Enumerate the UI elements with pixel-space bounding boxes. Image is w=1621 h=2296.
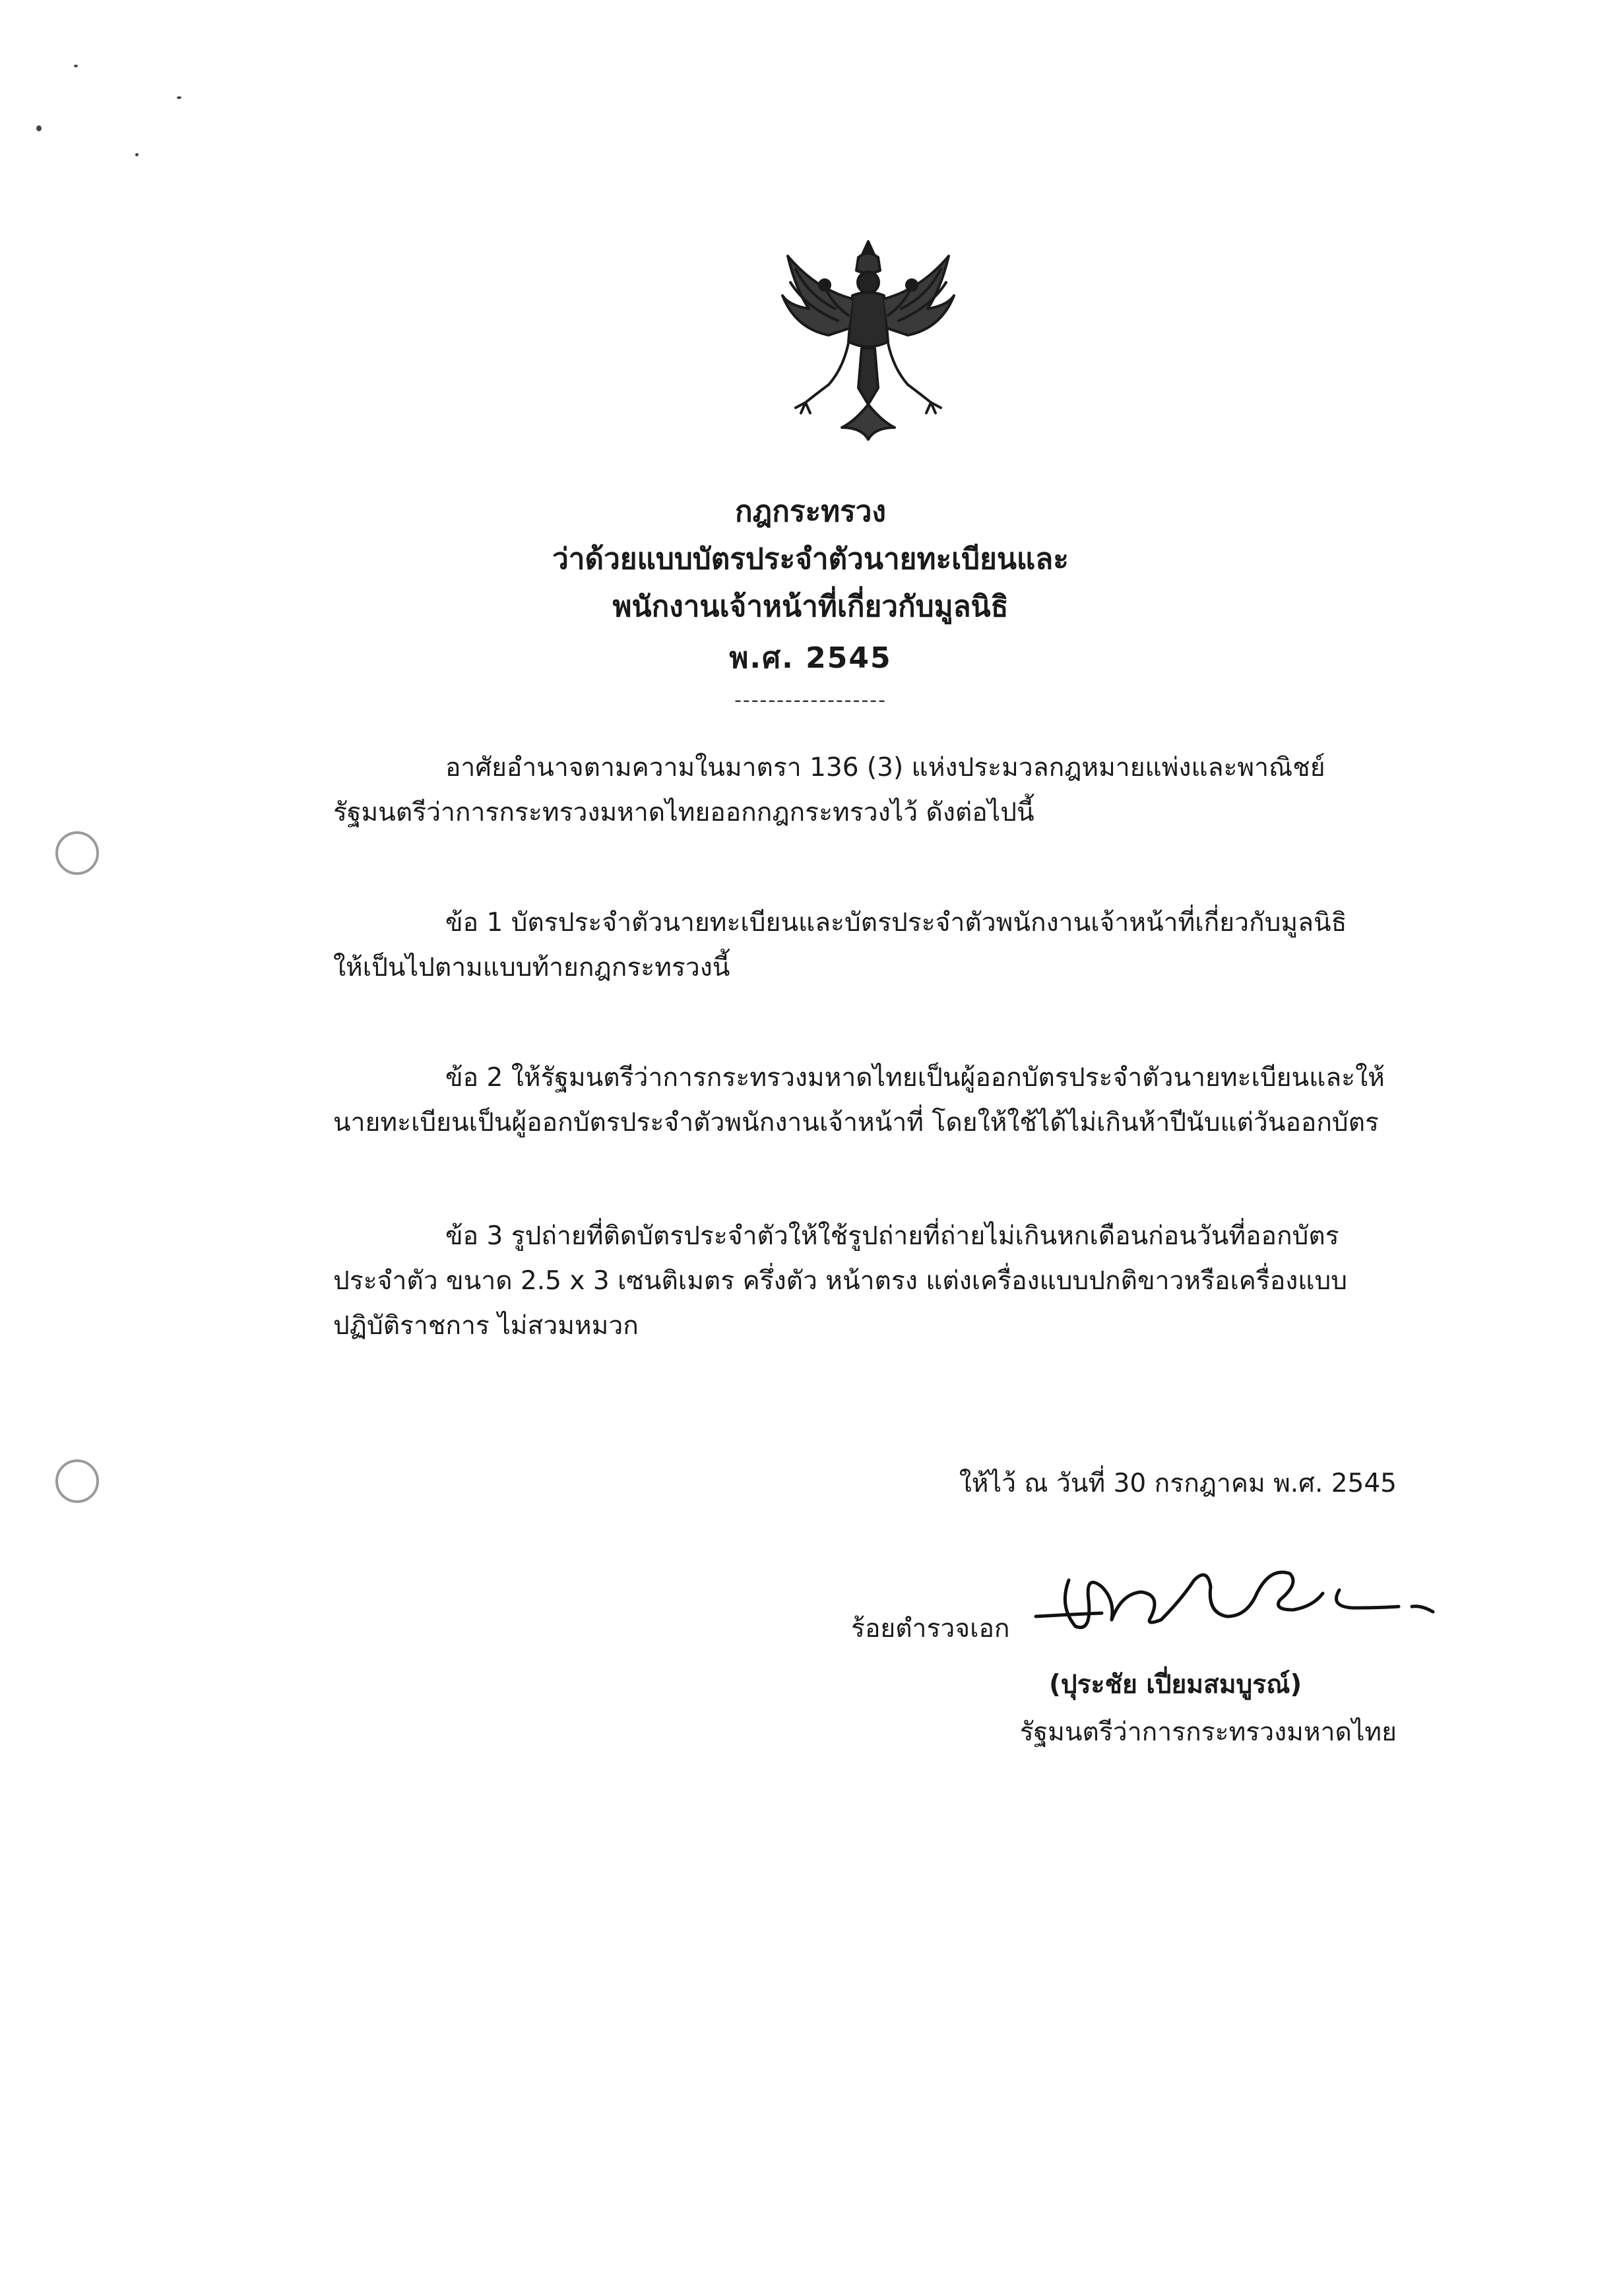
punch-hole-icon: [55, 831, 99, 875]
title-line-2: ว่าด้วยแบบบัตรประจำตัวนายทะเบียนและ: [552, 542, 1069, 576]
handwritten-signature: [1029, 1554, 1438, 1646]
garuda-emblem-icon: [769, 230, 967, 447]
clause-3-line-1: ข้อ 3 รูปถ่ายที่ติดบัตรประจำตัวให้ใช้รูปถ่ายที่ถ่ายไม่เกินหกเดือนก่อนวันที่ออกบัตร: [445, 1221, 1339, 1251]
clause-3-paragraph: [333, 1214, 1402, 1349]
signer-title: รัฐมนตรีว่าการกระทรวงมหาดไทย: [1019, 1717, 1397, 1747]
title-divider: ------------------: [734, 689, 887, 712]
title-line-1: กฎกระทรวง: [735, 495, 886, 528]
preamble-paragraph: [333, 746, 1402, 835]
issue-date-line: ให้ไว้ ณ วันที่ 30 กรกฎาคม พ.ศ. 2545: [959, 1469, 1397, 1498]
scan-speck: [135, 153, 139, 156]
scan-speck: [36, 125, 42, 131]
preamble-line-2: รัฐมนตรีว่าการกระทรวงมหาดไทยออกกฎกระทรวงไว้ ดังต่อไปนี้: [333, 798, 1034, 827]
clause-2-line-1: ข้อ 2 ให้รัฐมนตรีว่าการกระทรวงมหาดไทยเป็นผู้ออกบัตรประจำตัวนายทะเบียนและให้: [445, 1063, 1385, 1093]
scan-speck: [74, 65, 78, 67]
signer-rank: ร้อยตำรวจเอก: [851, 1614, 1010, 1643]
clause-2-line-2: นายทะเบียนเป็นผู้ออกบัตรประจำตัวพนักงานเจ้าหน้าที่ โดยให้ใช้ได้ไม่เกินห้าปีนับแต่วันออกบัตร: [333, 1108, 1379, 1137]
title-line-3: พนักงานเจ้าหน้าที่เกี่ยวกับมูลนิธิ: [612, 590, 1009, 623]
document-title-block: [0, 488, 1621, 714]
clause-1-paragraph: [333, 901, 1402, 990]
punch-hole-icon: [55, 1459, 99, 1503]
clause-1-line-2: ให้เป็นไปตามแบบท้ายกฎกระทรวงนี้: [333, 953, 730, 982]
clause-1-line-1: ข้อ 1 บัตรประจำตัวนายทะเบียนและบัตรประจำตัวพนักงานเจ้าหน้าที่เกี่ยวกับมูลนิธิ: [445, 908, 1347, 938]
title-year: พ.ศ. 2545: [729, 641, 892, 675]
clause-3-line-3: ปฏิบัติราชการ ไม่สวมหมวก: [333, 1311, 639, 1341]
clause-3-line-2: ประจำตัว ขนาด 2.5 x 3 เซนติเมตร ครึ่งตัว หน้าตรง แต่งเครื่องแบบปกติขาวหรือเครื่องแบบ: [333, 1266, 1347, 1296]
scan-speck: [177, 96, 181, 99]
clause-2-paragraph: [333, 1056, 1402, 1145]
signer-name: (ปุระชัย เปี่ยมสมบูรณ์): [1049, 1670, 1302, 1700]
preamble-line-1: อาศัยอำนาจตามความในมาตรา 136 (3) แห่งประมวลกฎหมายแพ่งและพาณิชย์: [445, 753, 1325, 782]
